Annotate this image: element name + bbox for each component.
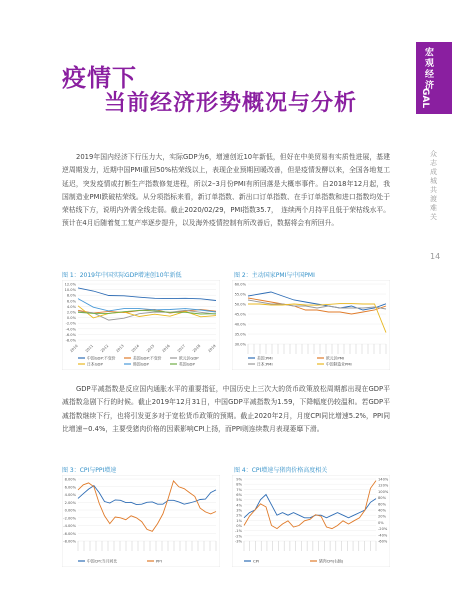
section-tab bbox=[416, 42, 452, 114]
y-tick-label: 12.0% bbox=[64, 282, 76, 287]
x-tick-label: 2019 bbox=[207, 343, 217, 354]
legend-label: 美国:PMI bbox=[257, 355, 273, 361]
y2-tick-label: 100% bbox=[378, 489, 389, 494]
y2-tick-label: 0% bbox=[378, 520, 384, 525]
figure-4-caption: 图 4：CPI增速与猪肉价格高度相关 bbox=[234, 467, 328, 474]
legend-label: 猪肉CPI(右轴) bbox=[319, 558, 344, 564]
figure-1-chart bbox=[62, 280, 220, 370]
x-tick-label: 2012 bbox=[100, 343, 110, 354]
x-tick-label: 2013 bbox=[115, 343, 125, 354]
sidebar-tagline: 众志成城 共渡难关 bbox=[430, 150, 437, 221]
y-tick-label: 5% bbox=[236, 498, 242, 503]
y2-tick-label: -60% bbox=[378, 539, 388, 544]
legend-label: PPI bbox=[156, 558, 162, 564]
figure-4-chart bbox=[232, 475, 390, 567]
figure-1-caption: 图 1：2019年中国实际GDP增速创10年新低 bbox=[62, 272, 182, 279]
y2-tick-label: 20% bbox=[378, 514, 386, 519]
legend-label: 英国GDP bbox=[179, 361, 195, 367]
y2-tick-label: 120% bbox=[378, 483, 389, 488]
y-tick-label: 9% bbox=[236, 477, 242, 482]
y-tick-label: 1% bbox=[236, 518, 242, 523]
y-tick-label: 30.0% bbox=[234, 342, 246, 347]
legend-label: 欧元区GDP bbox=[179, 355, 199, 361]
figure-2-caption: 图 2：主动国家PMI与中国PMI bbox=[234, 272, 315, 279]
y-tick-label: -2.00% bbox=[63, 516, 76, 521]
y-tick-label: 8.0% bbox=[66, 293, 76, 298]
y-tick-label: 35.0% bbox=[234, 332, 246, 337]
y2-tick-label: 60% bbox=[378, 502, 386, 507]
y-tick-label: 2.00% bbox=[64, 500, 76, 505]
y-tick-label: 8.00% bbox=[64, 477, 76, 482]
x-tick-label: 2010 bbox=[69, 343, 79, 354]
x-tick-label: 2011 bbox=[84, 343, 95, 354]
y-tick-label: -8.0% bbox=[65, 338, 76, 343]
y-tick-label: -2.0% bbox=[65, 321, 76, 326]
y-tick-label: -6.00% bbox=[63, 531, 76, 536]
y-tick-label: 4.0% bbox=[66, 304, 76, 309]
y-tick-label: -4.0% bbox=[65, 327, 76, 332]
y2-tick-label: -20% bbox=[378, 527, 388, 532]
y-tick-label: 7% bbox=[236, 487, 242, 492]
legend-label: 日本GDP bbox=[87, 361, 103, 367]
y-tick-label: 10.0% bbox=[64, 288, 76, 293]
y-tick-label: 4% bbox=[236, 503, 242, 508]
chart-frame bbox=[232, 475, 390, 567]
chart-frame bbox=[232, 280, 390, 370]
legend-label: 欧元区PMI bbox=[326, 355, 345, 361]
y2-tick-label: -40% bbox=[378, 533, 388, 538]
y-tick-label: 8% bbox=[236, 482, 242, 487]
legend-label: CPI bbox=[253, 558, 260, 564]
page-title-line2: 当前经济形势概况与分析 bbox=[104, 91, 358, 116]
body-paragraph-1: 2019年国内经济下行压力大，实际GDP为6，增速创近10年新低，但好在中美贸易有实质性进展，基建逆周期发力，近期中国PMI重回50%枯荣线以上，表现企业预期回暖改善，但是疫情发酵以来，全国各地复工延迟，突发疫情或打断生产指数修复进程，所以2–3月份PMI有所回落是大概率事件。自2018年12月起，我国制造业PMI跌破枯荣线。从分项指标来看，新订单指数、新出口订单指数、在手订单指数和进口指数均处于荣枯线下方，说明内外需全线走弱。截止2020/02/29，PMI指数35.7， 连续两个月持平且低于荣枯线水平。预计在4月后随着复工复产率逐步提升，以及海外疫情控制有所改善后，数据将会有所回升。 bbox=[62, 153, 390, 228]
legend-label: 日本:PMI bbox=[257, 361, 273, 367]
y-tick-label: 6.00% bbox=[64, 485, 76, 490]
section-label-cn: 宏观经济 bbox=[425, 48, 435, 91]
y-tick-label: 6% bbox=[236, 493, 242, 497]
y-tick-label: 0% bbox=[236, 524, 242, 528]
legend-label: 美国GDP:不变价 bbox=[133, 355, 162, 361]
y-tick-label: 45.0% bbox=[234, 312, 246, 317]
y-tick-label: 50.0% bbox=[234, 302, 246, 307]
y2-tick-label: 40% bbox=[378, 508, 386, 513]
y-tick-label: 3% bbox=[236, 508, 242, 513]
legend-label: 中国CPI:当月同比 bbox=[87, 558, 118, 564]
legend-label: 中国制造业PMI bbox=[326, 361, 352, 367]
y-tick-label: -2% bbox=[235, 534, 242, 539]
y-tick-label: -3% bbox=[235, 539, 242, 544]
page-title-line1: 疫情下 bbox=[62, 64, 137, 92]
section-label-en: GAL bbox=[420, 88, 430, 109]
body-paragraph-2: GDP平减指数是反应国内通胀水平的重要指征，中国历史上三次大的货币政策放松周期都出现在GDP平减指数急剧下行的时候。截止2019年12月31日，中国GDP平减指数为1.59，下降幅度仍较温和。若GDP平减指数继续下行，也将引发更多对于宽松货币政策的预期。截止2020年2月，月度CPI同比增速5.2%，PPI同比增速−0.4%，主要受猪肉价格的因素影响CPI上扬，而PPI则连续数月表现萎靡下滑。 bbox=[62, 385, 390, 433]
y2-tick-label: 140% bbox=[378, 477, 389, 482]
page-number: 14 bbox=[430, 252, 441, 261]
legend-label: 中国GDP:不变价 bbox=[87, 355, 116, 361]
x-tick-label: 2018 bbox=[192, 343, 202, 354]
figure-3-chart bbox=[62, 475, 220, 567]
x-tick-label: 2014 bbox=[130, 343, 141, 354]
y-tick-label: 40.0% bbox=[234, 322, 246, 327]
y-tick-label: -4.00% bbox=[63, 524, 76, 528]
y-tick-label: 2% bbox=[236, 513, 242, 518]
x-tick-label: 2017 bbox=[176, 343, 187, 354]
y-tick-label: 2.0% bbox=[66, 310, 76, 315]
y-tick-label: 4.00% bbox=[64, 493, 76, 497]
y2-tick-label: 80% bbox=[378, 496, 386, 501]
x-tick-label: 2016 bbox=[161, 343, 171, 354]
y-tick-label: -8.00% bbox=[63, 539, 76, 544]
x-tick-label: 2015 bbox=[146, 343, 156, 354]
y-tick-label: 0.00% bbox=[64, 508, 76, 513]
y-tick-label: 60.0% bbox=[234, 282, 246, 287]
y-tick-label: 0.0% bbox=[66, 316, 76, 321]
y-tick-label: 55.0% bbox=[234, 292, 246, 297]
y-tick-label: 6.0% bbox=[66, 299, 76, 304]
figure-3-caption: 图 3：CPI与PPI增速 bbox=[62, 467, 117, 474]
legend-label: 韩国GDP bbox=[133, 361, 149, 367]
figure-2-chart bbox=[232, 280, 390, 370]
y-tick-label: -6.0% bbox=[65, 332, 76, 337]
y-tick-label: -1% bbox=[235, 529, 242, 534]
